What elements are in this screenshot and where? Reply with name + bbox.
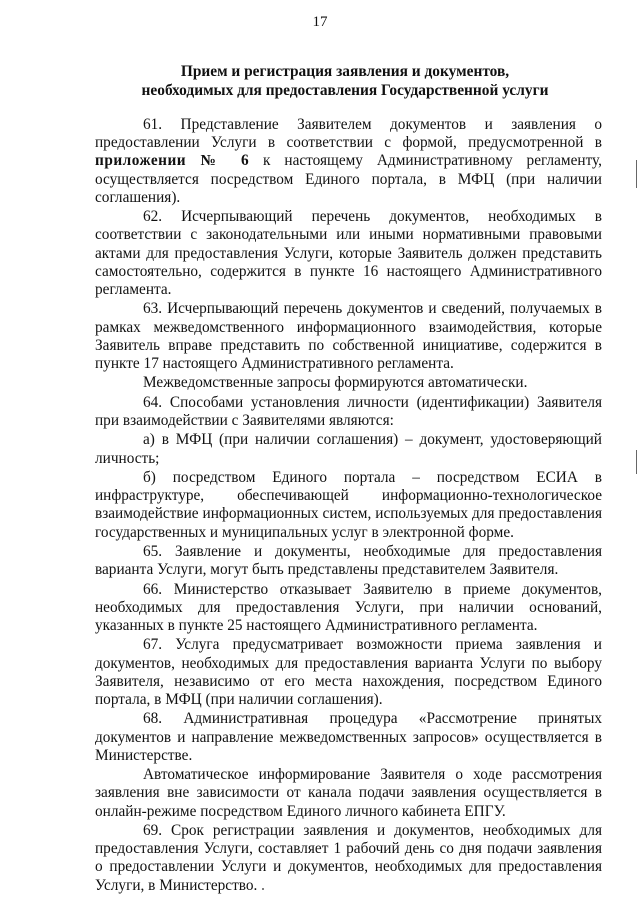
scan-speck	[262, 888, 264, 890]
paragraph-61-text-end: к настоящему Административному регламенту, осуществляется посредством Единого портала, в МФЦ (при наличии соглашения).	[95, 152, 602, 206]
paragraph-62: 62. Исчерпывающий перечень документов, необходимых в соответствии с законодательными или иными нормативными правовыми актами для предоставления Услуги, которые Заявитель должен представить самостоятельно, содержится в пункте 16 настоящего Административного регламента.	[95, 208, 602, 299]
page-number: 17	[312, 14, 328, 30]
scan-edge-mark-bottom	[636, 450, 637, 474]
paragraph-68: 68. Административная процедура «Рассмотрение принятых документов и направление межведомственных запросов» осуществляется в Министерстве.	[95, 710, 602, 764]
paragraph-67: 67. Услуга предусматривает возможности приема заявления и документов, необходимых для предоставления варианта Услуги по выбору Заявителя, независимо от его места нахождения, посредством Единого портала, в МФЦ (при наличии соглашения).	[95, 636, 602, 708]
paragraph-68-note: Автоматическое информирование Заявителя о ходе рассмотрения заявления вне зависимости от канала подачи заявления осуществляется в онлайн-режиме посредством Единого личного кабинета ЕПГУ.	[95, 766, 602, 820]
paragraph-64-item-b: б) посредством Единого портала – посредством ЕСИА в инфраструктуре, обеспечивающей информационно-технологическое взаимодействие информационных систем, используемых для предоставления государственных и муниципальных услуг в электронной форме.	[95, 468, 602, 541]
paragraph-61-text-start: 61. Представление Заявителем документов и заявления о предоставлении Услуги в соответствии с формой, предусмотренной в	[95, 116, 602, 152]
section-heading	[90, 62, 600, 100]
paragraph-65: 65. Заявление и документы, необходимые для предоставления варианта Услуги, могут быть представлены представителем Заявителя.	[95, 542, 602, 579]
section-heading-line-1: Прием и регистрация заявления и документов,	[180, 63, 510, 80]
document-body	[95, 116, 602, 895]
paragraph-66: 66. Министерство отказывает Заявителю в приеме документов, необходимых для предоставления Услуги, при наличии оснований, указанных в пункте 25 настоящего Административного регламента.	[95, 580, 602, 634]
paragraph-63: 63. Исчерпывающий перечень документов и сведений, получаемых в рамках межведомственного информационного взаимодействия, которые Заявитель вправе представить по собственной инициативе, содержится в пункте 17 настоящего Административного регламента.	[95, 300, 602, 373]
paragraph-61	[95, 116, 602, 207]
section-heading-line-2: необходимых для предоставления Государственной услуги	[141, 82, 549, 99]
paragraph-69: 69. Срок регистрации заявления и документов, необходимых для предоставления Услуги, составляет 1 рабочий день со дня подачи заявления о предоставлении Услуги и документов, необходимых для предоставления Услуги, в Министерство.	[95, 821, 602, 894]
appendix-reference: приложении № 6	[95, 152, 250, 170]
scan-edge-mark-top	[636, 160, 637, 188]
paragraph-64: 64. Способами установления личности (идентификации) Заявителя при взаимодействии с Заявителями являются:	[95, 393, 602, 429]
paragraph-64-item-a: а) в МФЦ (при наличии соглашения) – документ, удостоверяющий личность;	[95, 431, 602, 467]
paragraph-63-note: Межведомственные запросы формируются автоматически.	[143, 374, 528, 392]
